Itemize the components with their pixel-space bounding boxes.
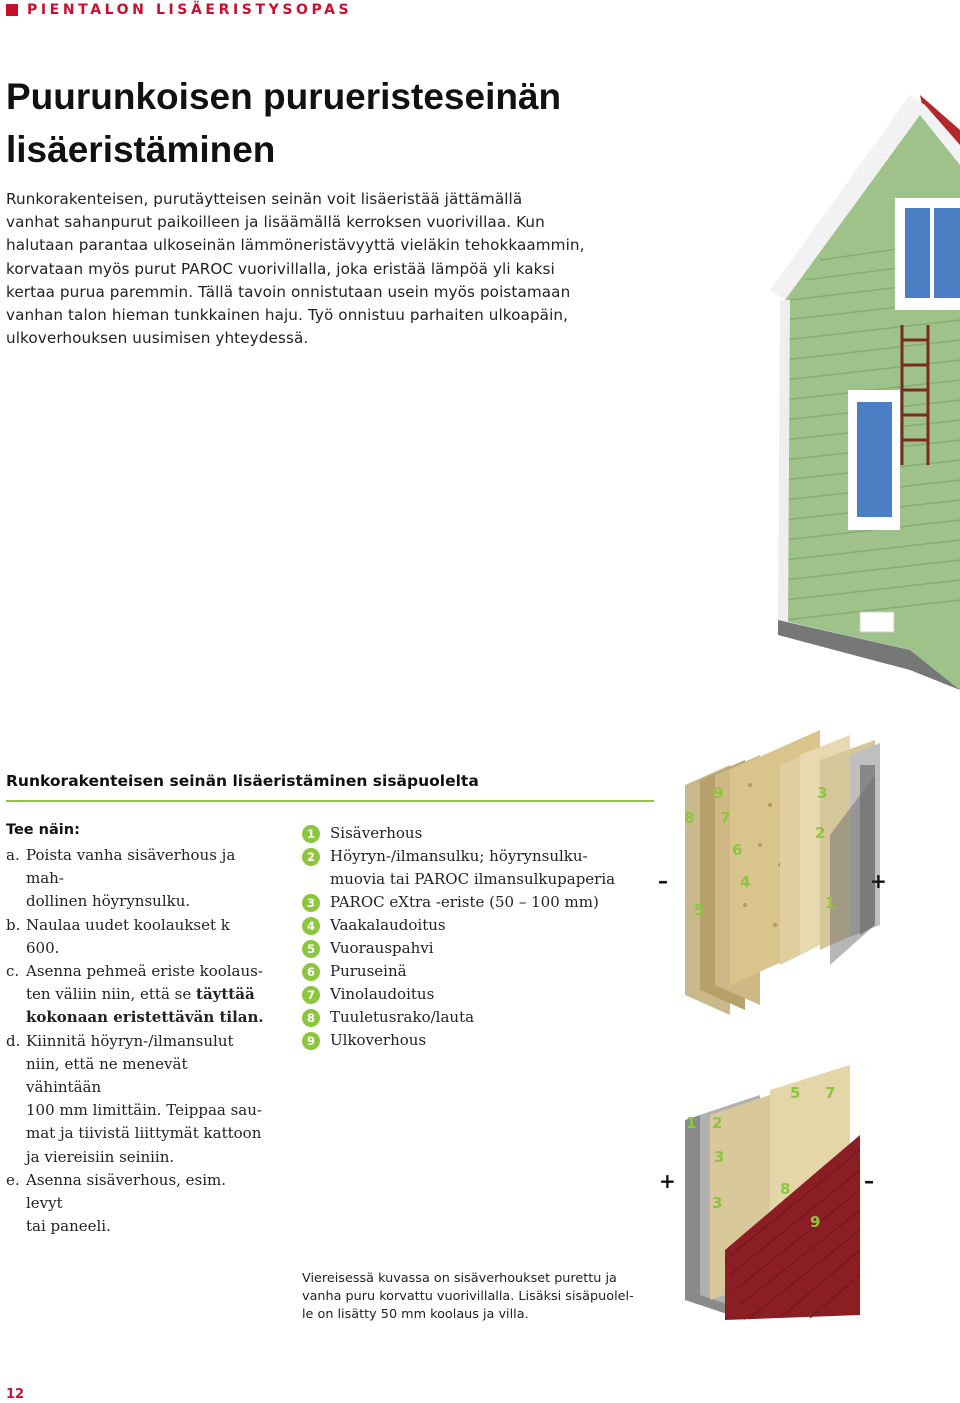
- step-line: 100 mm limittäin. Teippaa sau-: [26, 1101, 262, 1120]
- diagram-badge: 2: [712, 1114, 723, 1132]
- step-letter: d.: [6, 1031, 21, 1050]
- diagram-badge: 1: [686, 1114, 697, 1132]
- legend-label: Vuorauspahvi: [330, 939, 434, 957]
- diagram-badge: 2: [815, 824, 826, 842]
- diagram-badge: 7: [825, 1084, 836, 1102]
- step-item: [6, 960, 266, 1030]
- intro-line: ulkoverhouksen uusimisen yhteydessä.: [6, 329, 309, 348]
- minus-sign: –: [658, 869, 668, 893]
- page-title-line-1: Puurunkoisen purueristeseinän: [6, 76, 562, 117]
- diagram-badge: 3: [712, 1194, 723, 1212]
- legend-item: [302, 960, 622, 983]
- page-number: 12: [6, 1387, 25, 1402]
- legend-line: muovia tai PAROC ilmansulkupaperia: [330, 870, 616, 888]
- legend-item: [302, 1006, 622, 1029]
- legend-number-badge: 7: [302, 986, 320, 1004]
- caption-line: le on lisätty 50 mm koolaus ja villa.: [302, 1307, 529, 1323]
- legend-number-badge: 3: [302, 894, 320, 912]
- legend-label: Puruseinä: [330, 962, 407, 980]
- step-letter: b.: [6, 915, 21, 934]
- intro-line: korvataan myös purut PAROC vuorivillalla, joka eristää lämpöä yli kaksi: [6, 259, 555, 278]
- legend-number-badge: 4: [302, 917, 320, 935]
- legend-label: Ulkoverhous: [330, 1031, 427, 1049]
- diagram-badge: 8: [684, 809, 695, 827]
- legend-number-badge: 8: [302, 1009, 320, 1027]
- legend-item: [302, 914, 622, 937]
- step-text: [26, 1169, 266, 1239]
- step-line: mat ja tiivistä liittymät kattoon: [26, 1124, 262, 1143]
- upper-window-pane: [905, 208, 930, 298]
- diagram-badge: 6: [732, 841, 743, 859]
- section-label: PIENTALON LISÄERISTYSOPAS: [27, 2, 353, 18]
- step-item: [6, 914, 266, 960]
- intro-line: Runkorakenteisen, purutäytteisen seinän voit lisäeristää jättämällä: [6, 190, 523, 208]
- page-title: [6, 70, 646, 176]
- minus-sign: –: [864, 1169, 874, 1193]
- step-line: tai paneeli.: [26, 1217, 111, 1236]
- diagram-badge: 3: [817, 784, 828, 802]
- legend-number-badge: 9: [302, 1032, 320, 1050]
- step-line: niin, että ne menevät vähintään: [26, 1054, 188, 1097]
- step-line: Kiinnitä höyryn-/ilmansulut: [26, 1031, 234, 1050]
- steps-title: Tee näin:: [6, 822, 80, 838]
- legend-label: Sisäverhous: [330, 824, 423, 842]
- step-item: [6, 1169, 266, 1239]
- plus-sign: +: [659, 1169, 676, 1193]
- step-letter: a.: [6, 846, 20, 864]
- diagram-badge: 3: [714, 1148, 725, 1166]
- legend-item: [302, 983, 622, 1006]
- step-item: [6, 1030, 266, 1169]
- section-marker: [6, 4, 18, 16]
- legend-number-badge: 2: [302, 848, 320, 866]
- step-line: ja viereisiin seiniin.: [26, 1147, 175, 1166]
- image-caption: [302, 1270, 642, 1325]
- diagram-badge: 1: [825, 894, 836, 912]
- legend-number-badge: 6: [302, 963, 320, 981]
- legend-label: PAROC eXtra -eriste (50 – 100 mm): [330, 893, 599, 911]
- legend-number-badge: 5: [302, 940, 320, 958]
- legend-item: [302, 845, 622, 891]
- diagram-badge: 4: [740, 873, 751, 891]
- step-line: Poista vanha sisäverhous ja mah-: [26, 846, 236, 888]
- step-emphasis: kokonaan eristettävän tilan.: [26, 1008, 264, 1027]
- caption-line: vanha puru korvattu vuorivillalla. Lisäksi sisäpuolel-: [302, 1289, 634, 1305]
- page-title-line-2: lisäeristäminen: [6, 129, 276, 170]
- intro-paragraph: [6, 188, 616, 350]
- lower-window-pane: [857, 402, 892, 517]
- step-letter: c.: [6, 962, 20, 981]
- diagram-badge: 5: [694, 901, 705, 919]
- step-line: Naulaa uudet koolaukset k 600.: [26, 915, 230, 957]
- legend-label: [330, 845, 622, 891]
- step-letter: e.: [6, 1170, 20, 1189]
- intro-line: kertaa purua paremmin. Tällä tavoin onnistutaan usein myös poistamaan: [6, 282, 571, 301]
- section-heading: Runkorakenteisen seinän lisäeristäminen sisäpuolelta: [6, 772, 479, 790]
- legend-line: Höyryn-/ilmansulku; höyrynsulku-: [330, 847, 588, 865]
- step-line: dollinen höyrynsulku.: [26, 892, 191, 911]
- caption-line: Viereisessä kuvassa on sisäverhoukset purettu ja: [302, 1271, 617, 1286]
- step-item: [6, 844, 266, 914]
- foundation-vent: [860, 612, 894, 632]
- wall-section-diagram-top: [650, 725, 960, 1025]
- plus-sign: +: [870, 869, 887, 893]
- legend-item: [302, 1029, 622, 1052]
- diagram-badge: 9: [713, 784, 724, 802]
- intro-line: vanhat sahanpurut paikoilleen ja lisäämällä kerroksen vuorivillaa. Kun: [6, 213, 545, 232]
- diagram-badge: 8: [780, 1180, 791, 1198]
- legend-label: Vaakalaudoitus: [330, 916, 446, 934]
- legend-item: [302, 822, 622, 845]
- step-text: [26, 960, 266, 1030]
- upper-window-pane: [934, 208, 960, 298]
- legend-number-badge: 1: [302, 825, 320, 843]
- steps-list: [6, 844, 266, 1238]
- step-emphasis: täyttää: [196, 985, 255, 1004]
- diagram-badge: 5: [790, 1084, 801, 1102]
- legend-item: [302, 891, 622, 914]
- legend-label: Vinolaudoitus: [330, 985, 435, 1003]
- step-line: Asenna pehmeä eriste koolaus-: [26, 962, 263, 981]
- layer-legend: [302, 822, 622, 1052]
- step-line: ten väliin niin, että se: [26, 985, 197, 1004]
- step-text: [26, 1030, 266, 1169]
- step-text: [26, 914, 266, 960]
- wall-section-diagram-bottom: [650, 1060, 960, 1320]
- diagram-badge: 7: [720, 809, 731, 827]
- legend-label: Tuuletusrako/lauta: [330, 1008, 475, 1026]
- diagram-badge: 9: [810, 1213, 821, 1231]
- corner-board: [778, 300, 790, 625]
- step-line: Asenna sisäverhous, esim. levyt: [26, 1170, 227, 1213]
- legend-item: [302, 937, 622, 960]
- house-illustration: [760, 90, 960, 690]
- step-text: [26, 844, 266, 914]
- intro-line: halutaan parantaa ulkoseinän lämmöneristävyyttä vieläkin tehokkaammin,: [6, 236, 585, 255]
- intro-line: vanhan talon hieman tunkkainen haju. Työ onnistuu parhaiten ulkoapäin,: [6, 306, 569, 325]
- section-rule: [6, 800, 654, 802]
